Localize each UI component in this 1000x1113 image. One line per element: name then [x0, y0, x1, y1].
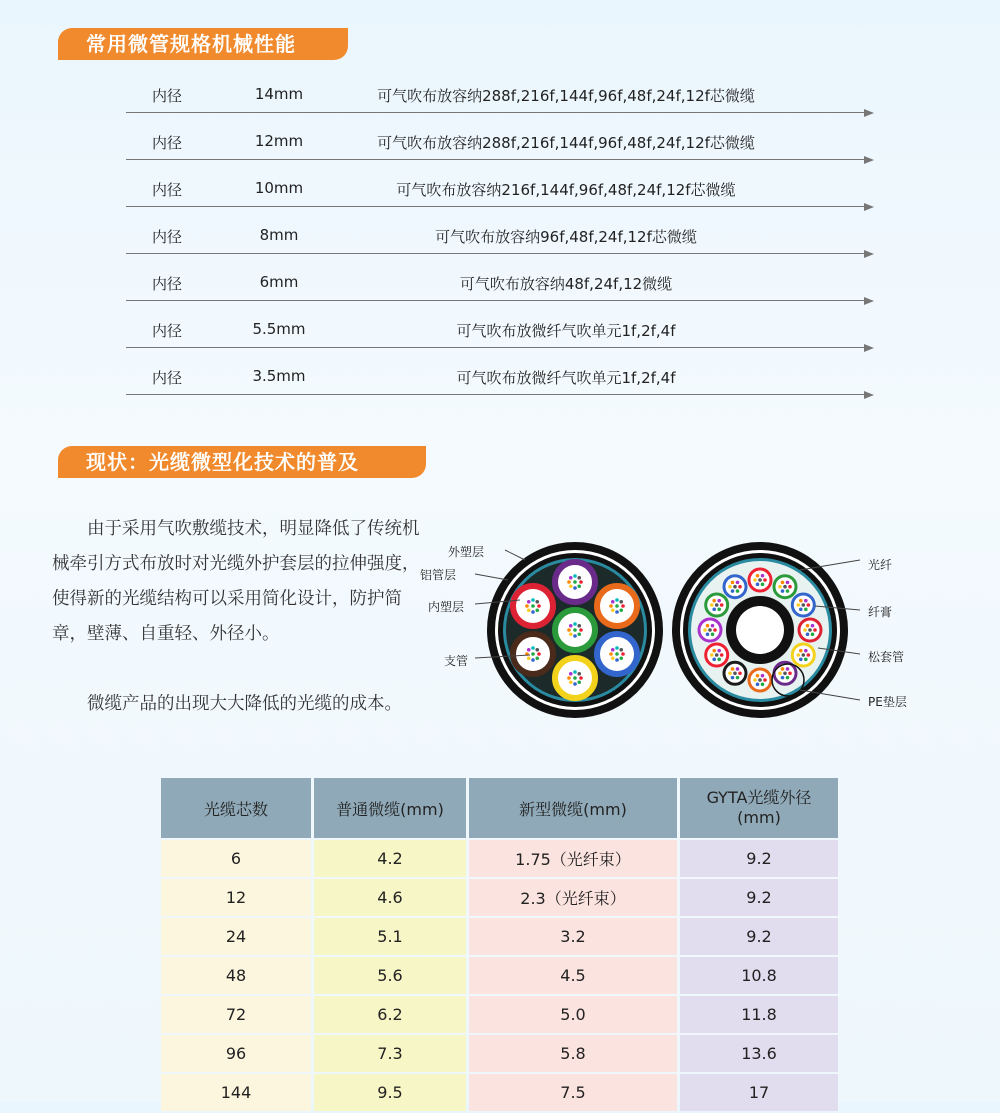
table-cell: 7.5 — [469, 1074, 677, 1111]
spec-description: 可气吹布放容纳288f,216f,144f,96f,48f,24f,12f芯微缆 — [377, 87, 755, 105]
spec-row — [126, 132, 874, 162]
table-cell: 72 — [161, 996, 311, 1033]
arrow-icon — [864, 250, 874, 258]
label-outer-sheath: 外塑层 — [448, 545, 485, 559]
microcable-diagram — [672, 542, 860, 718]
spec-description: 可气吹布放微纤气吹单元1f,2f,4f — [456, 369, 676, 387]
table-cell: 17 — [680, 1074, 838, 1111]
table-cell: 48 — [161, 957, 311, 994]
table-cell: 5.0 — [469, 996, 677, 1033]
spec-description: 可气吹布放容纳216f,144f,96f,48f,24f,12f芯微缆 — [396, 181, 736, 199]
spec-diameter: 5.5mm — [252, 320, 306, 338]
table-cell: 12 — [161, 879, 311, 916]
header-fiber-count: 光缆芯数 — [161, 778, 311, 838]
label-inner-sheath: 内塑层 — [428, 600, 465, 614]
label-aluminum-tube: 铝管层 — [420, 568, 457, 582]
spec-description: 可气吹布放容纳288f,216f,144f,96f,48f,24f,12f芯微缆 — [377, 134, 755, 152]
label-pe-layer: PE垫层 — [868, 695, 907, 709]
spec-line — [126, 206, 866, 207]
spec-line — [126, 300, 866, 301]
spec-label: 内径 — [152, 87, 183, 105]
intro-paragraph: 由于采用气吹敷缆技术，明显降低了传统机械牵引方式布放时对光缆外护套层的拉伸强度，使得新的光缆结构可以采用简化设计，防护简章，壁薄、自重轻、外径小。 — [52, 519, 420, 644]
spec-row — [126, 367, 874, 397]
label-fiber-gel: 纤膏 — [868, 605, 893, 619]
spec-diameter: 3.5mm — [252, 367, 306, 385]
cable-comparison-table — [158, 776, 841, 1113]
table-cell: 7.3 — [314, 1035, 466, 1072]
table-cell: 2.3（光纤束） — [469, 879, 677, 916]
table-row — [161, 1074, 838, 1111]
table-cell: 96 — [161, 1035, 311, 1072]
table-cell: 24 — [161, 918, 311, 955]
spec-label: 内径 — [152, 134, 183, 152]
table-cell: 144 — [161, 1074, 311, 1111]
arrow-icon — [864, 344, 874, 352]
table-row — [161, 840, 838, 877]
arrow-icon — [864, 391, 874, 399]
arrow-icon — [864, 203, 874, 211]
header-gyta-diameter: GYTA光缆外径 (mm) — [680, 778, 838, 838]
spec-description: 可气吹布放容纳96f,48f,24f,12f芯微缆 — [435, 228, 697, 246]
table-cell: 5.8 — [469, 1035, 677, 1072]
table-cell: 9.2 — [680, 840, 838, 877]
table-cell: 4.5 — [469, 957, 677, 994]
header-normal-microcable: 普通微缆(mm) — [314, 778, 466, 838]
table-cell: 5.6 — [314, 957, 466, 994]
spec-diameter: 12mm — [254, 132, 304, 150]
table-cell: 4.2 — [314, 840, 466, 877]
label-fiber: 光纤 — [868, 558, 893, 572]
spec-label: 内径 — [152, 275, 183, 293]
spec-label: 内径 — [152, 369, 183, 387]
spec-diameter: 8mm — [259, 226, 299, 244]
table-cell: 4.6 — [314, 879, 466, 916]
table-row — [161, 996, 838, 1033]
arrow-icon — [864, 156, 874, 164]
spec-line — [126, 253, 866, 254]
cost-paragraph: 微缆产品的出现大大降低的光缆的成本。 — [87, 694, 402, 714]
spec-line — [126, 347, 866, 348]
spec-line — [126, 394, 866, 395]
spec-diameter: 14mm — [254, 85, 304, 103]
spec-line — [126, 159, 866, 160]
table-cell: 5.1 — [314, 918, 466, 955]
spec-diameter: 6mm — [259, 273, 299, 291]
spec-description: 可气吹布放容纳48f,24f,12微缆 — [459, 275, 673, 293]
table-cell: 9.2 — [680, 918, 838, 955]
table-cell: 6 — [161, 840, 311, 877]
arrow-icon — [864, 297, 874, 305]
table-cell: 9.5 — [314, 1074, 466, 1111]
table-row — [161, 879, 838, 916]
spec-row — [126, 226, 874, 256]
spec-row — [126, 85, 874, 115]
spec-row — [126, 179, 874, 209]
table-cell: 1.75（光纤束） — [469, 840, 677, 877]
section2-title: 现状：光缆微型化技术的普及 — [58, 446, 426, 478]
table-cell: 10.8 — [680, 957, 838, 994]
table-row — [161, 957, 838, 994]
section1-title: 常用微管规格机械性能 — [58, 28, 348, 60]
arrow-icon — [864, 109, 874, 117]
table-header-row — [161, 778, 838, 838]
header-new-microcable: 新型微缆(mm) — [469, 778, 677, 838]
table-row — [161, 1035, 838, 1072]
label-loose-tube: 松套管 — [868, 650, 905, 664]
cable-cross-section-diagram — [420, 530, 920, 730]
table-cell: 9.2 — [680, 879, 838, 916]
spec-label: 内径 — [152, 322, 183, 340]
table-cell: 3.2 — [469, 918, 677, 955]
spec-diameter: 10mm — [254, 179, 304, 197]
spec-label: 内径 — [152, 228, 183, 246]
spec-description: 可气吹布放微纤气吹单元1f,2f,4f — [456, 322, 676, 340]
table-cell: 11.8 — [680, 996, 838, 1033]
spec-line — [126, 112, 866, 113]
spec-row — [126, 320, 874, 350]
spec-row — [126, 273, 874, 303]
label-sub-duct: 支管 — [444, 654, 469, 668]
table-row — [161, 918, 838, 955]
table-cell: 6.2 — [314, 996, 466, 1033]
table-cell: 13.6 — [680, 1035, 838, 1072]
microduct-bundle-diagram — [475, 542, 663, 718]
spec-label: 内径 — [152, 181, 183, 199]
